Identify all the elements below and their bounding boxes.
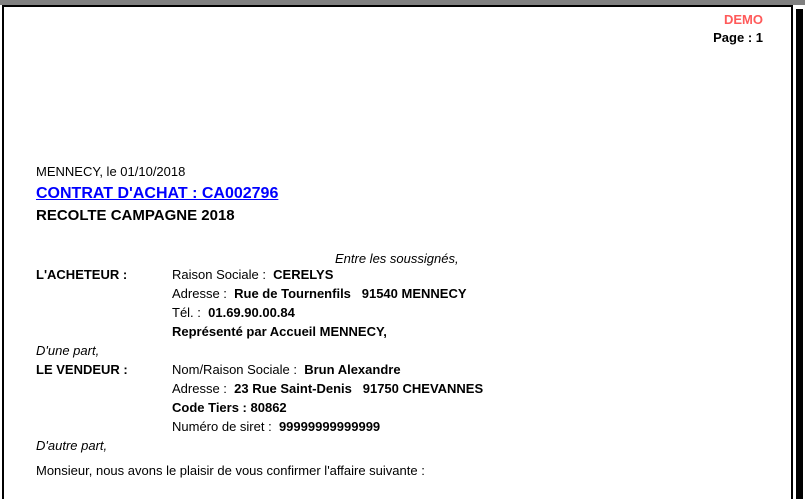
field-label: Nom/Raison Sociale : bbox=[172, 362, 305, 377]
buyer-row-represente bbox=[36, 322, 756, 341]
field-label: Adresse : bbox=[172, 381, 235, 396]
field-value: 01.69.90.00.84 bbox=[208, 305, 295, 320]
field-value: 99999999999999 bbox=[278, 419, 381, 434]
field-value: 23 Rue Saint-Denis 91750 CHEVANNES bbox=[234, 381, 484, 396]
field-value: Rue de Tournenfils 91540 MENNECY bbox=[234, 286, 467, 301]
city-date-line: MENNECY, le 01/10/2018 bbox=[36, 164, 186, 179]
document-page bbox=[2, 5, 793, 499]
page-corner-header bbox=[713, 11, 763, 47]
seller-role-label: LE VENDEUR : bbox=[36, 362, 128, 377]
buyer-row-telephone bbox=[36, 303, 756, 322]
field-label: Raison Sociale : bbox=[172, 267, 274, 282]
campaign-subtitle: RECOLTE CAMPAGNE 2018 bbox=[36, 207, 235, 224]
field bbox=[172, 303, 295, 322]
field bbox=[172, 284, 467, 303]
field bbox=[172, 417, 380, 436]
field bbox=[172, 322, 387, 341]
buyer-row-adresse bbox=[36, 284, 756, 303]
field-value: Représenté par Accueil MENNECY, bbox=[172, 324, 387, 339]
seller-row-nom bbox=[36, 360, 756, 379]
field-value: Code Tiers : 80862 bbox=[172, 400, 287, 415]
field bbox=[172, 398, 287, 417]
buyer-closing-row bbox=[36, 341, 756, 360]
field-value: Brun Alexandre bbox=[304, 362, 401, 377]
field-label: Tél. : bbox=[172, 305, 209, 320]
field-label: Adresse : bbox=[172, 286, 235, 301]
page-drop-shadow bbox=[796, 9, 803, 499]
confirmation-line: Monsieur, nous avons le plaisir de vous confirmer l'affaire suivante : bbox=[36, 463, 425, 478]
parties-section bbox=[36, 265, 756, 455]
buyer-role-label: L'ACHETEUR : bbox=[36, 267, 128, 282]
seller-closing: D'autre part, bbox=[36, 438, 108, 453]
page-number: Page : 1 bbox=[713, 30, 763, 45]
field-value: CERELYS bbox=[273, 267, 334, 282]
field bbox=[172, 360, 401, 379]
field-label: Numéro de siret : bbox=[172, 419, 279, 434]
seller-row-code-tiers bbox=[36, 398, 756, 417]
seller-row-siret bbox=[36, 417, 756, 436]
buyer-closing: D'une part, bbox=[36, 343, 100, 358]
contract-title-link[interactable]: CONTRAT D'ACHAT : CA002796 bbox=[36, 185, 279, 202]
seller-row-adresse bbox=[36, 379, 756, 398]
field bbox=[172, 379, 483, 398]
demo-watermark: DEMO bbox=[724, 12, 763, 27]
seller-closing-row bbox=[36, 436, 756, 455]
buyer-row-raison-sociale bbox=[36, 265, 756, 284]
field bbox=[172, 265, 333, 284]
intro-line: Entre les soussignés, bbox=[335, 251, 459, 266]
